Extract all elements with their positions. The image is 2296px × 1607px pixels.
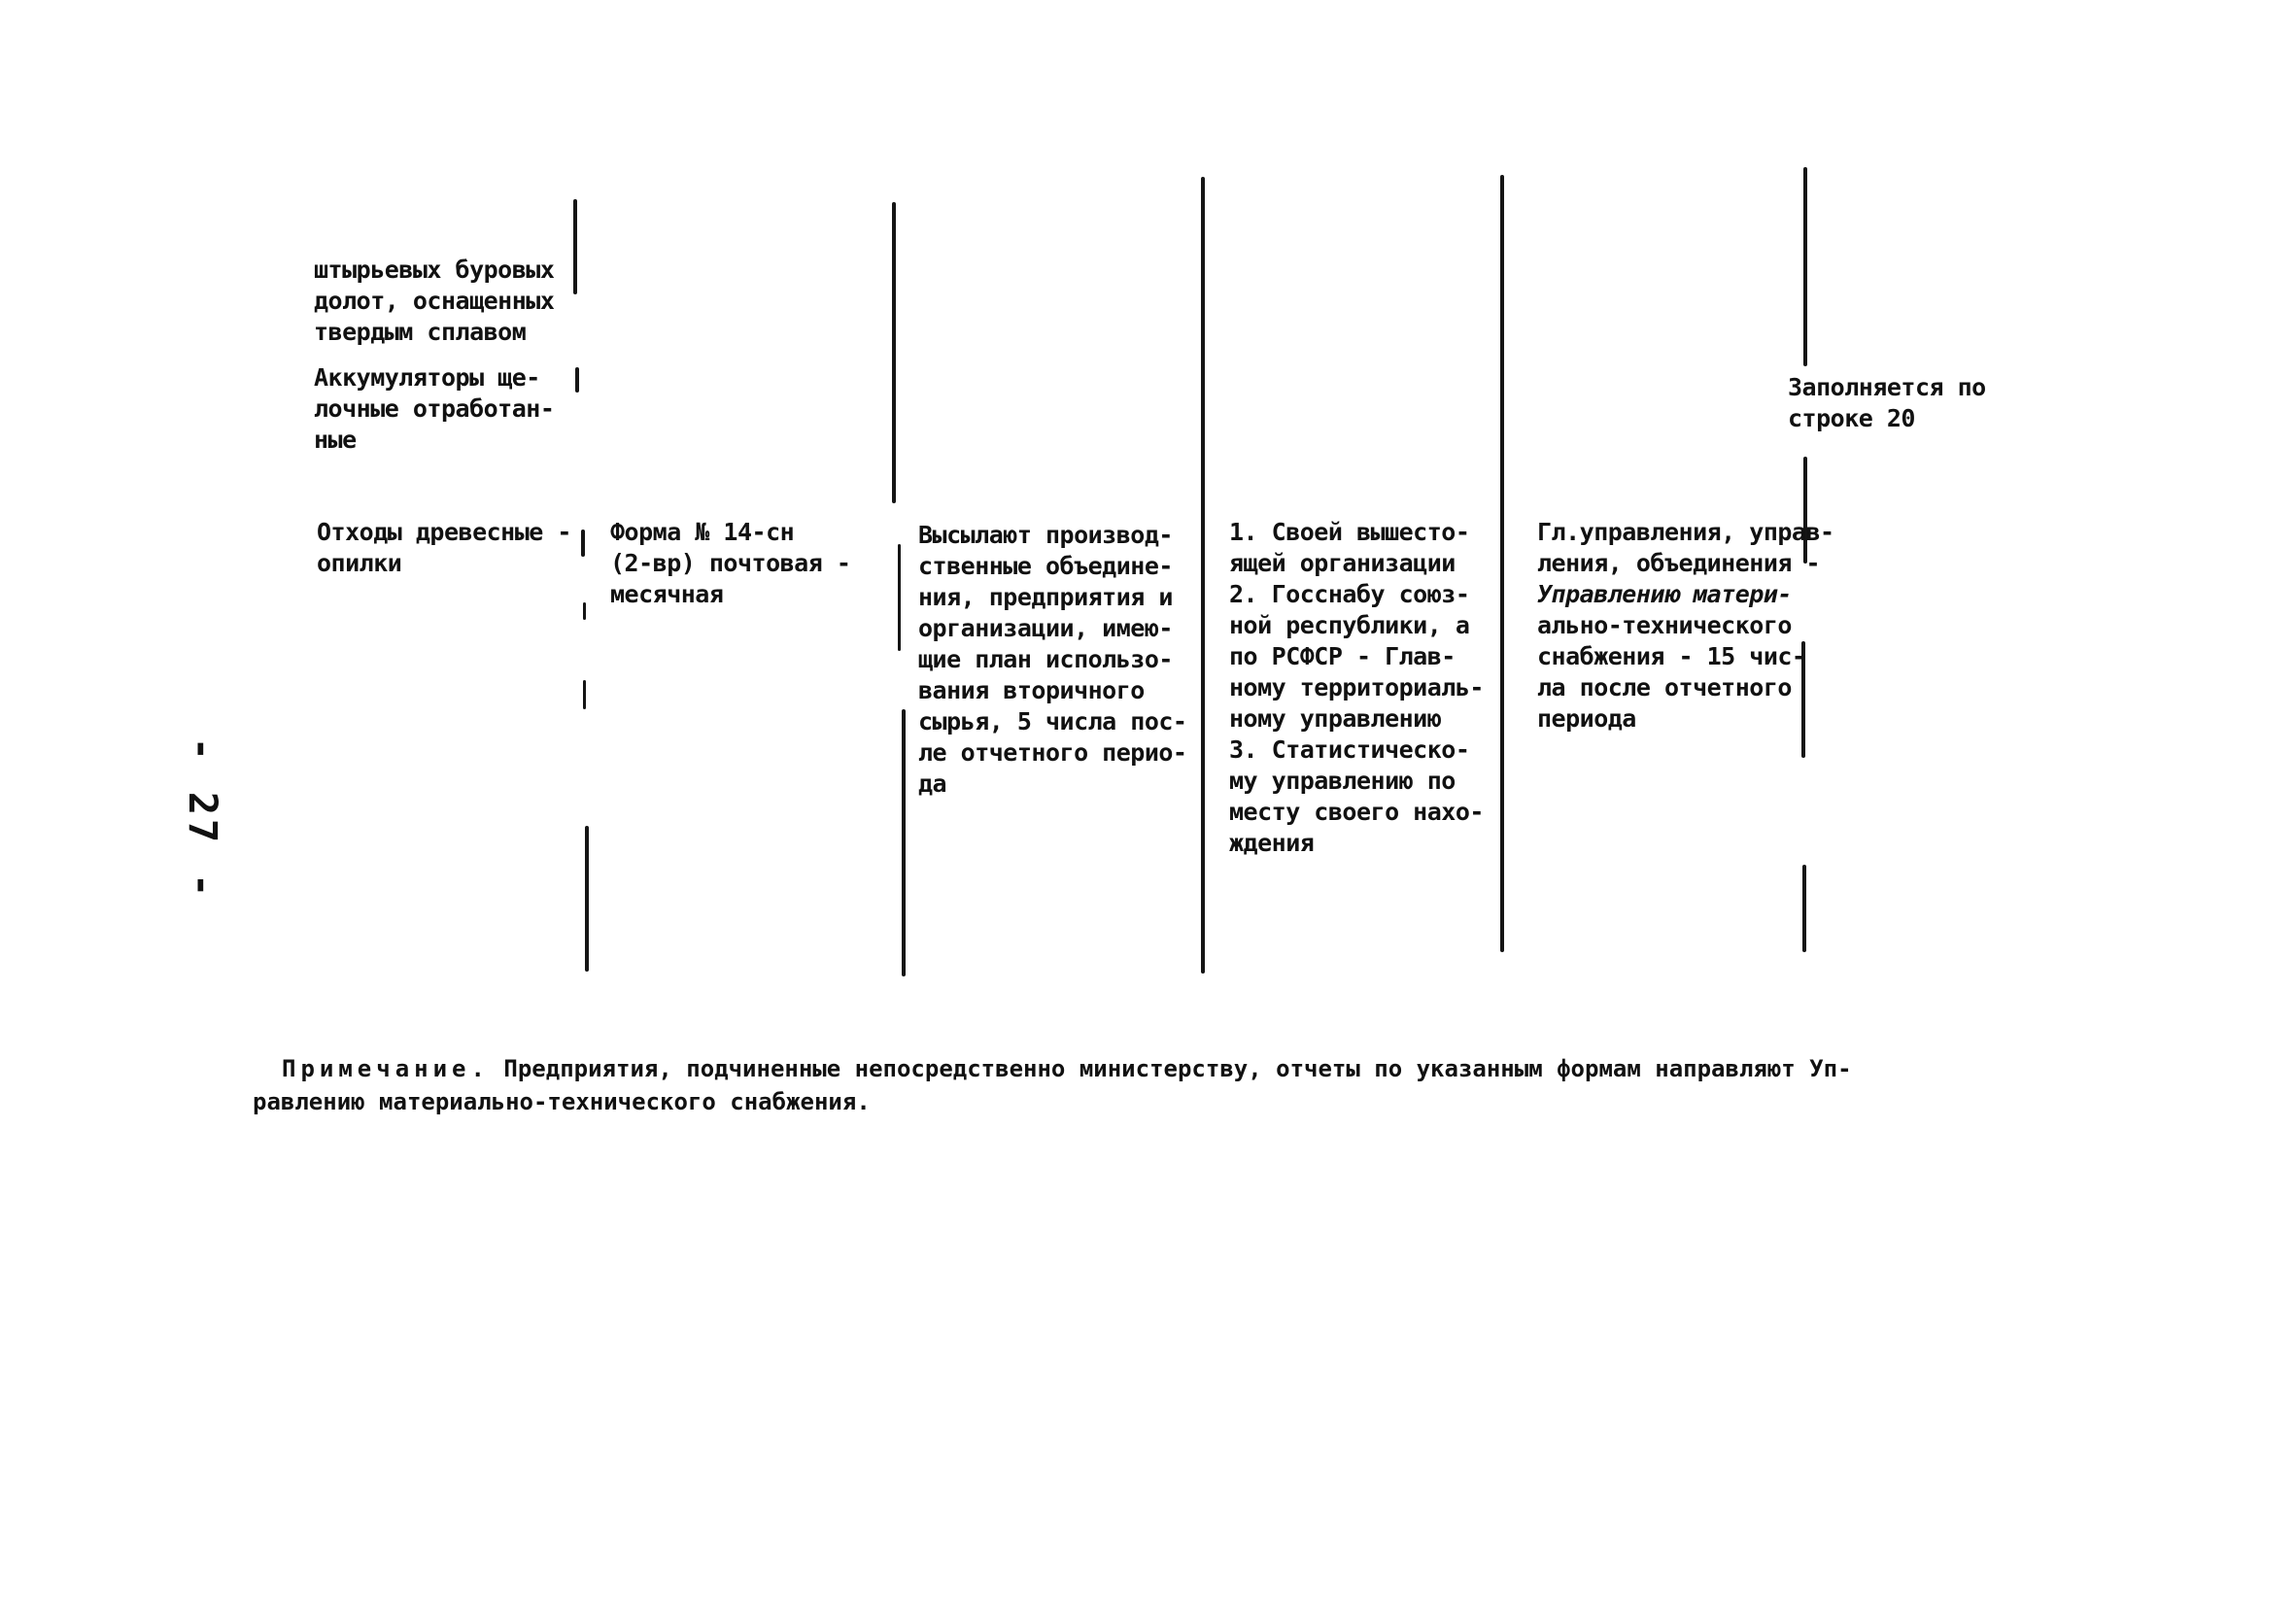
text-line: Высылают производ- [918, 521, 1173, 549]
footnote-line-1 [282, 1052, 1982, 1085]
column-divider [581, 530, 585, 557]
text-line: Форма № 14-сн [610, 518, 795, 546]
column-divider [892, 202, 896, 503]
col6-row-b [1788, 372, 1986, 434]
text-line: штырьевых буровых [314, 256, 555, 284]
text-line: да [918, 769, 947, 798]
text-line: организации, имею- [918, 614, 1173, 642]
text-line: 1. Своей вышесто- [1229, 518, 1470, 546]
text-line: твердым сплавом [314, 318, 527, 346]
column-divider [1500, 175, 1504, 952]
text-line: ному управлению [1229, 704, 1442, 733]
col1-row-c [317, 517, 571, 579]
text-line: му управлению по [1229, 767, 1456, 795]
column-divider [585, 826, 589, 972]
footnote-text: Предприятия, подчиненные непосредственно министерству, отчеты по указанным формам направляют Уп- [503, 1055, 1852, 1082]
text-line: снабжения - 15 чис- [1537, 642, 1806, 670]
footnote-line-2: равлению материально-технического снабжения. [253, 1088, 871, 1115]
text-line: 2. Госснабу союз- [1229, 580, 1470, 608]
text-line: Аккумуляторы ще- [314, 363, 540, 392]
column-divider [583, 680, 586, 709]
text-line: ния, предприятия и [918, 583, 1173, 611]
column-divider [575, 367, 579, 393]
text-line: строке 20 [1788, 404, 1915, 432]
col4-row-c [1229, 517, 1484, 859]
text-line: вания вторичного [918, 676, 1145, 704]
text-line: лочные отработан- [314, 394, 555, 423]
text-line: ной республики, а [1229, 611, 1470, 639]
column-divider [1803, 167, 1807, 366]
text-line: ящей организации [1229, 549, 1456, 577]
column-divider [1201, 177, 1205, 974]
text-line: по РСФСР - Глав- [1229, 642, 1456, 670]
column-divider [902, 709, 906, 976]
text-line: щие план использо- [918, 645, 1173, 673]
text-line: месячная [610, 580, 724, 608]
text-line: ственные объедине- [918, 552, 1173, 580]
text-line: 3. Статистическо- [1229, 735, 1470, 764]
text-line: Управлению матери- [1537, 580, 1792, 608]
page-number: - 27 - [180, 736, 224, 902]
text-line: периода [1537, 704, 1636, 733]
column-divider [583, 602, 586, 620]
text-line: Заполняется по [1788, 373, 1986, 401]
text-line: ально-технического [1537, 611, 1792, 639]
text-line: ле отчетного перио- [918, 738, 1187, 767]
col1-row-a [314, 255, 554, 348]
col3-row-c [918, 520, 1186, 800]
col2-row-c [610, 517, 850, 610]
text-line: опилки [317, 549, 402, 577]
text-line: долот, оснащенных [314, 287, 555, 315]
text-line: ные [314, 426, 357, 454]
col5-row-c [1537, 517, 1834, 735]
text-line: Отходы древесные - [317, 518, 571, 546]
footnote-label: Примечание. [282, 1055, 490, 1082]
text-line: ному территориаль- [1229, 673, 1484, 701]
column-divider [898, 544, 901, 651]
footnote [253, 1052, 1982, 1118]
text-line: (2-вр) почтовая - [610, 549, 851, 577]
col1-row-b [314, 362, 554, 456]
text-line: ления, объединения - [1537, 549, 1821, 577]
text-line: сырья, 5 числа пос- [918, 707, 1187, 735]
text-line: месту своего нахо- [1229, 798, 1484, 826]
column-divider [573, 199, 577, 294]
text-line: Гл.управления, управ- [1537, 518, 1834, 546]
column-divider [1802, 865, 1806, 952]
text-line: ждения [1229, 829, 1315, 857]
text-line: ла после отчетного [1537, 673, 1792, 701]
